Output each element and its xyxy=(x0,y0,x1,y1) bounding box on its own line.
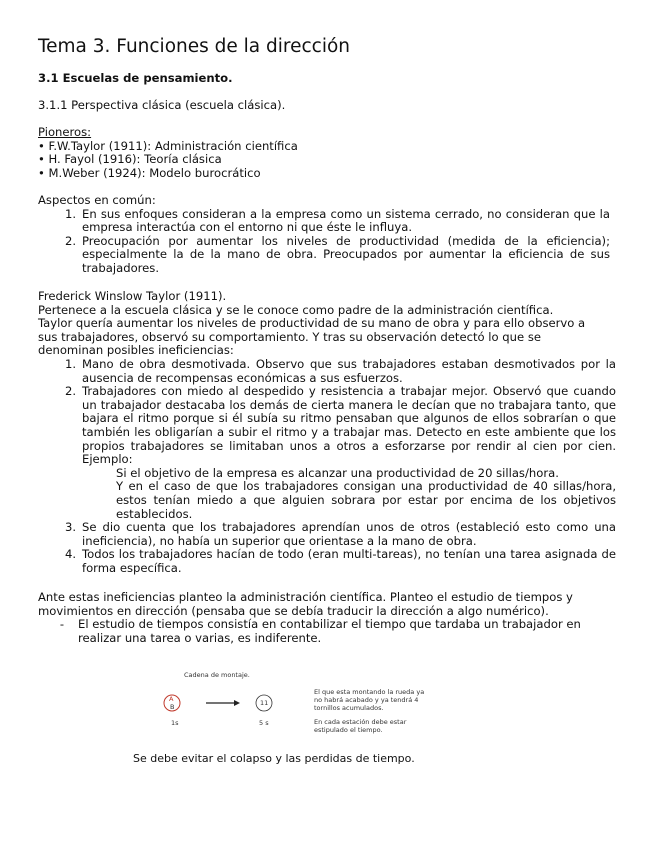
dash-list-item xyxy=(38,618,598,645)
example-line: Y en el caso de que los trabajadores consigan una productividad de 40 sillas/hora, estos tenían miedo a que alguien sobrara por estar por encima de los objetivos establecidos. xyxy=(116,479,616,521)
list-text: Mano de obra desmotivada. Observo que sus trabajadores estaban desmotivados por la ausencia de recompensas económicas a sus esfuerzos. xyxy=(82,357,616,385)
assembly-line-diagram xyxy=(160,671,440,734)
list-number: 2. xyxy=(64,384,76,399)
diagram-note: El que esta montando la rueda ya no habrá acabado y ya tendrá 4 tornillos acumulados. xyxy=(314,688,425,712)
flow-arrow-head xyxy=(234,700,240,706)
pioneers-heading: Pioneros: xyxy=(38,125,92,139)
list-text: Trabajadores con miedo al despedido y resistencia a trabajar mejor. Observó que cuando un trabajador destacaba los demás de cierta manera le decían que no trabajara tanto, que bajara el ritmo porque si él subía su ritmo pensaban que algunos de ellos sobrarían o que también les obligarían a subir el ritmo y a trabajar mas. Detecto en este ambiente que los propios trabajadores se limitaban unos a otros a esforzarse por rendir al cien por cien. Ejemplo: xyxy=(82,384,616,467)
list-number: 3. xyxy=(64,520,76,535)
station-a-time: 1s xyxy=(171,719,179,727)
list-number: 1. xyxy=(64,357,76,371)
paragraph-line: sus trabajadores, observó su comportamiento. Y tras su observación detectó lo que se xyxy=(38,329,541,344)
list-item xyxy=(38,235,610,276)
list-text: En sus enfoques consideran a la empresa como un sistema cerrado, no consideran que la empresa interactúa con el entorno ni que éste le influya. xyxy=(82,206,610,235)
list-text: Se dio cuenta que los trabajadores aprendían unos de otros (estableció esto como una ineficiencia), no había un superior que orientase a la mano de obra. xyxy=(82,520,616,548)
list-item xyxy=(38,521,616,548)
paragraph-line: Pertenece a la escuela clásica y se le conoce como padre de la administración científica. xyxy=(38,302,554,317)
figure-caption: Se debe evitar el colapso y las perdidas de tiempo. xyxy=(133,752,415,765)
taylor-heading: Frederick Winslow Taylor (1911). xyxy=(38,289,227,303)
pioneers-block xyxy=(38,126,298,180)
pioneer-item: • M.Weber (1924): Modelo burocrático xyxy=(38,165,261,180)
list-item xyxy=(38,385,616,467)
list-text: El estudio de tiempos consistía en contabilizar el tiempo que tardaba un trabajador en realizar una tarea o varias, es indiferente. xyxy=(78,617,581,645)
station-b-time: 5 s xyxy=(259,719,269,727)
list-text: Preocupación por aumentar los niveles de productividad (medida de la eficiencia); especialmente la de la mano de obra. Preocupados por aumentar la eficiencia de sus trabajadores. xyxy=(82,233,610,275)
station-b-label: 11 xyxy=(260,699,269,707)
list-item xyxy=(38,208,610,235)
page-title: Tema 3. Funciones de la dirección xyxy=(38,36,350,57)
list-text: Todos los trabajadores hacían de todo (eran multi-tareas), no tenían una tarea asignada de forma específica. xyxy=(82,547,616,575)
dash-bullet: - xyxy=(59,617,64,632)
paragraph-line: movimientos en dirección (pensaba que se debía traducir la dirección a algo numérico). xyxy=(38,603,549,618)
diagram-title: Cadena de montaje. xyxy=(184,671,250,679)
taylor-intro xyxy=(38,290,585,358)
pioneer-item: • H. Fayol (1916): Teoría clásica xyxy=(38,152,222,167)
list-number: 2. xyxy=(64,233,76,248)
station-a-sublabel: B xyxy=(170,703,175,711)
example-line: Si el objetivo de la empresa es alcanzar una productividad de 20 sillas/hora. xyxy=(116,465,559,480)
aspects-heading: Aspectos en común: xyxy=(38,193,156,207)
list-item xyxy=(38,548,616,575)
list-number: 4. xyxy=(64,547,76,562)
conclusion-block xyxy=(38,591,598,645)
list-number: 1. xyxy=(64,206,76,221)
aspects-block xyxy=(38,194,610,276)
taylor-list xyxy=(38,358,616,576)
paragraph-line: Ante estas ineficiencias planteo la administración científica. Planteo el estudio de tiempos y xyxy=(38,590,573,604)
paragraph-line: Taylor quería aumentar los niveles de productividad de su mano de obra y para ello observo a xyxy=(38,316,586,331)
station-a-label: A xyxy=(169,695,174,703)
diagram-note: En cada estación debe estar estipulado el tiempo. xyxy=(314,718,407,734)
list-item xyxy=(38,358,616,385)
pioneer-item: • F.W.Taylor (1911): Administración científica xyxy=(38,138,298,153)
subsection-heading: 3.1.1 Perspectiva clásica (escuela clásica). xyxy=(38,98,286,112)
section-heading: 3.1 Escuelas de pensamiento. xyxy=(38,71,233,85)
paragraph-line: denominan posibles ineficiencias: xyxy=(38,343,234,358)
